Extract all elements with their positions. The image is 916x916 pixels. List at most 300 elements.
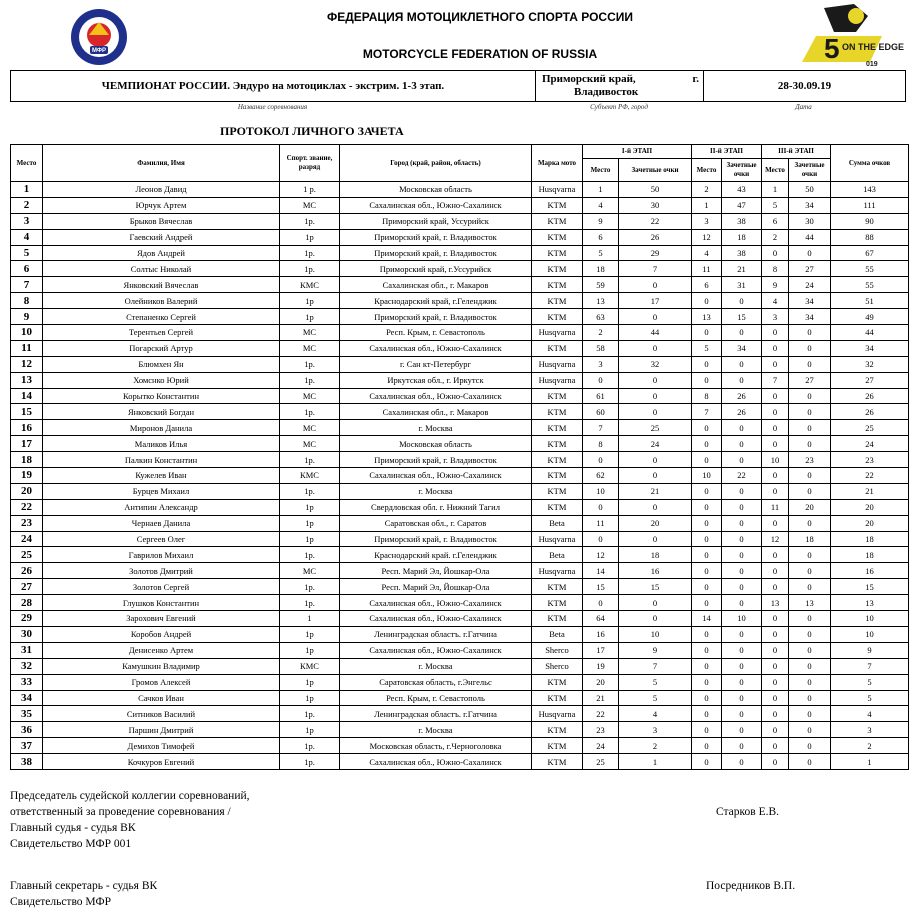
cell-stage3-points: 0 [789, 611, 831, 627]
judge-block [10, 788, 250, 852]
cell-stage3-points: 0 [789, 436, 831, 452]
cell-stage2-place: 0 [692, 515, 722, 531]
cell-stage1-place: 64 [583, 611, 619, 627]
cell-stage2-points: 0 [722, 547, 762, 563]
cell-stage1-place: 1 [583, 182, 619, 198]
cell-stage2-points: 0 [722, 515, 762, 531]
cell-stage1-points: 3 [619, 722, 692, 738]
table-row [11, 468, 909, 484]
cell-total: 9 [831, 642, 909, 658]
cell-stage2-place: 0 [692, 658, 722, 674]
cell-city: Приморский край, г. Владивосток [340, 452, 532, 468]
cell-stage2-points: 0 [722, 499, 762, 515]
cell-city: Приморский край, г. Владивосток [340, 531, 532, 547]
cell-rank: 1р. [280, 356, 340, 372]
edge-logo-title: ON THE EDGE [842, 42, 905, 52]
cell-stage2-place: 0 [692, 595, 722, 611]
table-row [11, 325, 909, 341]
cell-city: Краснодарский край, г.Геленджик [340, 293, 532, 309]
cell-stage3-place: 10 [762, 452, 789, 468]
cell-stage1-place: 0 [583, 452, 619, 468]
event-info-box [10, 70, 906, 102]
cell-bike: KTM [532, 229, 583, 245]
cell-place: 2 [11, 197, 43, 213]
cell-stage1-points: 32 [619, 356, 692, 372]
cell-name: Чернаев Данила [43, 515, 280, 531]
cell-city: г. Москва [340, 483, 532, 499]
cell-city: Сахалинская обл., Южно-Сахалинск [340, 340, 532, 356]
cell-bike: KTM [532, 340, 583, 356]
cell-rank: 1р. [280, 452, 340, 468]
cell-place: 32 [11, 658, 43, 674]
event-region-line2: г. [692, 73, 699, 85]
cell-stage3-place: 0 [762, 325, 789, 341]
cell-stage1-points: 16 [619, 563, 692, 579]
cell-place: 12 [11, 356, 43, 372]
header-bike: Марка мото [532, 145, 583, 182]
cell-stage1-place: 17 [583, 642, 619, 658]
cell-rank: 1р [280, 722, 340, 738]
cell-place: 22 [11, 499, 43, 515]
cell-rank: 1р. [280, 483, 340, 499]
header-city: Город (край, район, область) [340, 145, 532, 182]
cell-stage3-points: 0 [789, 547, 831, 563]
cell-stage3-place: 0 [762, 611, 789, 627]
cell-stage3-points: 0 [789, 674, 831, 690]
cell-stage1-points: 22 [619, 213, 692, 229]
cell-place: 11 [11, 340, 43, 356]
cell-stage3-points: 34 [789, 197, 831, 213]
cell-place: 38 [11, 754, 43, 770]
cell-total: 18 [831, 547, 909, 563]
on-the-edge-logo [794, 2, 905, 68]
table-row [11, 261, 909, 277]
header-stage2: II-й ЭТАП [692, 145, 762, 159]
cell-total: 20 [831, 499, 909, 515]
cell-stage2-points: 34 [722, 340, 762, 356]
cell-name: Сачков Иван [43, 690, 280, 706]
results-table [10, 144, 909, 770]
cell-stage1-place: 23 [583, 722, 619, 738]
cell-place: 8 [11, 293, 43, 309]
cell-stage2-points: 10 [722, 611, 762, 627]
cell-name: Погарский Артур [43, 340, 280, 356]
cell-city: Московская область, г.Черноголовка [340, 738, 532, 754]
cell-stage3-place: 1 [762, 182, 789, 198]
cell-total: 26 [831, 404, 909, 420]
caption-region: Субъект РФ, город [590, 103, 648, 111]
cell-total: 10 [831, 626, 909, 642]
cell-stage2-points: 0 [722, 325, 762, 341]
table-row [11, 658, 909, 674]
cell-stage3-points: 27 [789, 261, 831, 277]
cell-total: 13 [831, 595, 909, 611]
cell-stage2-place: 4 [692, 245, 722, 261]
table-row [11, 547, 909, 563]
table-row [11, 642, 909, 658]
cell-stage1-place: 7 [583, 420, 619, 436]
cell-stage2-place: 12 [692, 229, 722, 245]
cell-stage2-place: 0 [692, 452, 722, 468]
cell-stage2-points: 15 [722, 309, 762, 325]
cell-rank: МС [280, 388, 340, 404]
cell-stage1-place: 58 [583, 340, 619, 356]
cell-city: Иркутская обл., г. Иркутск [340, 372, 532, 388]
secretary-name: Посредников В.П. [706, 880, 796, 892]
cell-stage1-points: 0 [619, 595, 692, 611]
cell-place: 24 [11, 531, 43, 547]
cell-rank: МС [280, 563, 340, 579]
cell-stage2-points: 0 [722, 658, 762, 674]
cell-stage2-points: 0 [722, 356, 762, 372]
cell-stage1-points: 0 [619, 468, 692, 484]
cell-bike: KTM [532, 738, 583, 754]
cell-name: Терентьев Сергей [43, 325, 280, 341]
cell-stage2-place: 0 [692, 293, 722, 309]
cell-stage3-place: 0 [762, 754, 789, 770]
cell-stage2-place: 0 [692, 722, 722, 738]
cell-name: Денисенко Артем [43, 642, 280, 658]
cell-total: 3 [831, 722, 909, 738]
cell-stage1-place: 60 [583, 404, 619, 420]
cell-stage2-place: 0 [692, 547, 722, 563]
cell-stage3-points: 0 [789, 690, 831, 706]
table-row [11, 340, 909, 356]
cell-city: Приморский край, Уссурийск [340, 213, 532, 229]
cell-stage3-place: 9 [762, 277, 789, 293]
cell-stage1-points: 0 [619, 388, 692, 404]
table-row [11, 245, 909, 261]
cell-total: 67 [831, 245, 909, 261]
cell-total: 32 [831, 356, 909, 372]
cell-stage1-points: 7 [619, 658, 692, 674]
cell-city: Сахалинская обл., г. Макаров [340, 404, 532, 420]
cell-stage3-place: 0 [762, 722, 789, 738]
cell-stage3-points: 20 [789, 499, 831, 515]
cell-stage2-points: 31 [722, 277, 762, 293]
cell-stage3-place: 0 [762, 547, 789, 563]
table-row [11, 293, 909, 309]
cell-stage1-place: 13 [583, 293, 619, 309]
cell-stage3-place: 0 [762, 658, 789, 674]
cell-stage1-points: 0 [619, 340, 692, 356]
header-stage3: III-й ЭТАП [762, 145, 831, 159]
cell-stage2-points: 0 [722, 372, 762, 388]
cell-stage2-place: 11 [692, 261, 722, 277]
cell-place: 33 [11, 674, 43, 690]
cell-bike: Sherco [532, 658, 583, 674]
cell-stage1-points: 0 [619, 611, 692, 627]
table-row [11, 356, 909, 372]
cell-name: Леонов Давид [43, 182, 280, 198]
cell-total: 25 [831, 420, 909, 436]
cell-stage3-points: 0 [789, 754, 831, 770]
header-place: Место [11, 145, 43, 182]
cell-place: 25 [11, 547, 43, 563]
edge-logo-year: 019 [866, 61, 878, 68]
cell-city: Сахалинская обл., Южно-Сахалинск [340, 468, 532, 484]
cell-name: Ситников Василий [43, 706, 280, 722]
cell-stage3-points: 30 [789, 213, 831, 229]
cell-city: Сахалинская обл., Южно-Сахалинск [340, 611, 532, 627]
cell-bike: Beta [532, 515, 583, 531]
cell-city: Приморский край, г. Владивосток [340, 309, 532, 325]
table-row [11, 690, 909, 706]
cell-stage1-place: 0 [583, 499, 619, 515]
cell-stage3-place: 0 [762, 245, 789, 261]
cell-stage1-place: 59 [583, 277, 619, 293]
cell-total: 27 [831, 372, 909, 388]
cell-stage2-place: 0 [692, 483, 722, 499]
table-row [11, 452, 909, 468]
cell-total: 5 [831, 674, 909, 690]
cell-total: 10 [831, 611, 909, 627]
cell-stage3-place: 0 [762, 626, 789, 642]
cell-place: 35 [11, 706, 43, 722]
cell-stage3-points: 0 [789, 563, 831, 579]
cell-rank: 1р [280, 293, 340, 309]
table-row [11, 277, 909, 293]
cell-bike: Husqvarna [532, 325, 583, 341]
cell-city: Сахалинская обл., Южно-Сахалинск [340, 197, 532, 213]
mfr-logo [70, 8, 128, 66]
cell-stage1-points: 0 [619, 372, 692, 388]
cell-stage2-place: 0 [692, 420, 722, 436]
cell-stage2-place: 0 [692, 356, 722, 372]
cell-name: Олейников Валерий [43, 293, 280, 309]
cell-name: Паршин Дмитрий [43, 722, 280, 738]
cell-city: Ленинградская областъ. г.Гатчина [340, 626, 532, 642]
cell-stage3-points: 0 [789, 468, 831, 484]
cell-stage2-place: 0 [692, 531, 722, 547]
cell-stage3-place: 8 [762, 261, 789, 277]
cell-rank: 1 р. [280, 182, 340, 198]
cell-stage3-points: 34 [789, 309, 831, 325]
cell-stage1-place: 2 [583, 325, 619, 341]
cell-stage3-place: 3 [762, 309, 789, 325]
cell-place: 27 [11, 579, 43, 595]
cell-bike: KTM [532, 404, 583, 420]
cell-stage1-points: 0 [619, 404, 692, 420]
cell-bike: KTM [532, 388, 583, 404]
cell-total: 26 [831, 388, 909, 404]
event-date: 28-30.09.19 [777, 80, 832, 92]
judge-line4: Свидетельство МФР 001 [10, 838, 132, 850]
cell-stage2-place: 13 [692, 309, 722, 325]
cell-stage1-place: 12 [583, 547, 619, 563]
cell-stage3-place: 11 [762, 499, 789, 515]
cell-rank: 1р. [280, 738, 340, 754]
cell-stage3-place: 4 [762, 293, 789, 309]
cell-city: Московская область [340, 182, 532, 198]
cell-stage3-points: 0 [789, 579, 831, 595]
cell-place: 19 [11, 468, 43, 484]
table-row [11, 738, 909, 754]
cell-stage1-points: 26 [619, 229, 692, 245]
cell-place: 9 [11, 309, 43, 325]
table-row [11, 483, 909, 499]
cell-place: 29 [11, 611, 43, 627]
cell-stage2-place: 10 [692, 468, 722, 484]
federation-title-en: MOTORCYCLE FEDERATION OF RUSSIA [362, 47, 598, 61]
cell-name: Брыков Вячеслав [43, 213, 280, 229]
cell-bike: KTM [532, 197, 583, 213]
table-row [11, 436, 909, 452]
cell-stage1-place: 25 [583, 754, 619, 770]
cell-name: Миронов Данила [43, 420, 280, 436]
cell-bike: KTM [532, 420, 583, 436]
cell-rank: 1р [280, 515, 340, 531]
cell-name: Кужелев Иван [43, 468, 280, 484]
table-row [11, 706, 909, 722]
cell-stage2-place: 0 [692, 499, 722, 515]
cell-place: 23 [11, 515, 43, 531]
cell-total: 18 [831, 531, 909, 547]
cell-bike: KTM [532, 277, 583, 293]
cell-stage3-points: 0 [789, 404, 831, 420]
cell-rank: 1р. [280, 245, 340, 261]
cell-rank: 1р. [280, 372, 340, 388]
cell-city: Сахалинская обл., г. Макаров [340, 277, 532, 293]
cell-stage2-points: 47 [722, 197, 762, 213]
cell-stage2-place: 0 [692, 325, 722, 341]
cell-name: Янковский Вячеслав [43, 277, 280, 293]
cell-name: Кочкуров Евгений [43, 754, 280, 770]
cell-stage1-place: 5 [583, 245, 619, 261]
judge-name: Старков Е.В. [716, 806, 780, 818]
cell-stage3-points: 0 [789, 245, 831, 261]
cell-stage3-place: 0 [762, 642, 789, 658]
cell-name: Палкин Константин [43, 452, 280, 468]
cell-city: Саратовская область, г.Энгельс [340, 674, 532, 690]
cell-stage3-place: 5 [762, 197, 789, 213]
cell-stage1-points: 0 [619, 499, 692, 515]
cell-stage1-place: 22 [583, 706, 619, 722]
cell-name: Громов Алексей [43, 674, 280, 690]
header-total: Сумма очков [831, 145, 909, 182]
cell-city: Сахалинская обл., Южно-Сахалинск [340, 388, 532, 404]
table-row [11, 182, 909, 198]
cell-total: 20 [831, 515, 909, 531]
cell-stage3-points: 0 [789, 483, 831, 499]
cell-stage2-points: 0 [722, 626, 762, 642]
cell-bike: KTM [532, 452, 583, 468]
cell-bike: Husqvarna [532, 372, 583, 388]
table-row [11, 309, 909, 325]
cell-city: Приморский край, г. Владивосток [340, 245, 532, 261]
cell-bike: KTM [532, 499, 583, 515]
cell-bike: KTM [532, 436, 583, 452]
cell-stage3-points: 0 [789, 340, 831, 356]
cell-stage1-place: 21 [583, 690, 619, 706]
mfr-logo-text: МФР [91, 48, 107, 54]
cell-stage3-points: 34 [789, 293, 831, 309]
cell-name: Ядов Андрей [43, 245, 280, 261]
cell-bike: KTM [532, 245, 583, 261]
cell-total: 51 [831, 293, 909, 309]
cell-stage2-points: 0 [722, 579, 762, 595]
cell-stage3-points: 18 [789, 531, 831, 547]
cell-rank: 1р [280, 642, 340, 658]
cell-bike: KTM [532, 293, 583, 309]
cell-rank: МС [280, 420, 340, 436]
cell-total: 15 [831, 579, 909, 595]
cell-stage2-place: 14 [692, 611, 722, 627]
cell-stage3-place: 0 [762, 404, 789, 420]
cell-stage3-points: 0 [789, 658, 831, 674]
cell-total: 21 [831, 483, 909, 499]
cell-stage1-points: 0 [619, 277, 692, 293]
event-region-line1: Приморский край, [542, 73, 636, 85]
cell-total: 49 [831, 309, 909, 325]
cell-place: 15 [11, 404, 43, 420]
cell-stage2-points: 43 [722, 182, 762, 198]
cell-total: 2 [831, 738, 909, 754]
cell-stage2-place: 0 [692, 436, 722, 452]
cell-stage1-place: 14 [583, 563, 619, 579]
cell-stage3-points: 13 [789, 595, 831, 611]
cell-stage2-points: 26 [722, 404, 762, 420]
cell-stage2-points: 0 [722, 754, 762, 770]
table-row [11, 388, 909, 404]
cell-city: г. Москва [340, 420, 532, 436]
cell-place: 3 [11, 213, 43, 229]
cell-stage2-place: 0 [692, 563, 722, 579]
cell-total: 24 [831, 436, 909, 452]
cell-place: 26 [11, 563, 43, 579]
cell-place: 17 [11, 436, 43, 452]
cell-stage2-place: 0 [692, 642, 722, 658]
cell-bike: KTM [532, 483, 583, 499]
cell-name: Бурцев Михаил [43, 483, 280, 499]
cell-stage1-place: 0 [583, 595, 619, 611]
cell-stage1-points: 5 [619, 674, 692, 690]
cell-stage2-place: 0 [692, 706, 722, 722]
cell-stage1-points: 10 [619, 626, 692, 642]
cell-rank: 1р. [280, 547, 340, 563]
cell-city: Респ. Крым, г. Севастополь [340, 325, 532, 341]
cell-bike: KTM [532, 579, 583, 595]
cell-stage2-place: 0 [692, 690, 722, 706]
cell-name: Гаврилов Михаил [43, 547, 280, 563]
cell-place: 13 [11, 372, 43, 388]
cell-bike: KTM [532, 690, 583, 706]
cell-city: г. Москва [340, 658, 532, 674]
cell-rank: 1р [280, 309, 340, 325]
cell-place: 18 [11, 452, 43, 468]
cell-stage3-points: 0 [789, 388, 831, 404]
cell-stage3-place: 0 [762, 356, 789, 372]
cell-rank: 1р. [280, 706, 340, 722]
cell-stage3-place: 0 [762, 388, 789, 404]
table-row [11, 197, 909, 213]
table-row [11, 626, 909, 642]
cell-bike: Husqvarna [532, 531, 583, 547]
cell-place: 16 [11, 420, 43, 436]
cell-place: 31 [11, 642, 43, 658]
cell-stage3-points: 44 [789, 229, 831, 245]
header-stage2-place: Место [692, 159, 722, 182]
cell-name: Блюмхен Ян [43, 356, 280, 372]
cell-total: 1 [831, 754, 909, 770]
cell-stage1-place: 9 [583, 213, 619, 229]
cell-stage3-points: 0 [789, 642, 831, 658]
cell-stage2-points: 0 [722, 690, 762, 706]
cell-stage1-points: 0 [619, 531, 692, 547]
header-stage1: I-й ЭТАП [583, 145, 692, 159]
secretary-block [10, 878, 157, 910]
event-region [536, 71, 704, 101]
